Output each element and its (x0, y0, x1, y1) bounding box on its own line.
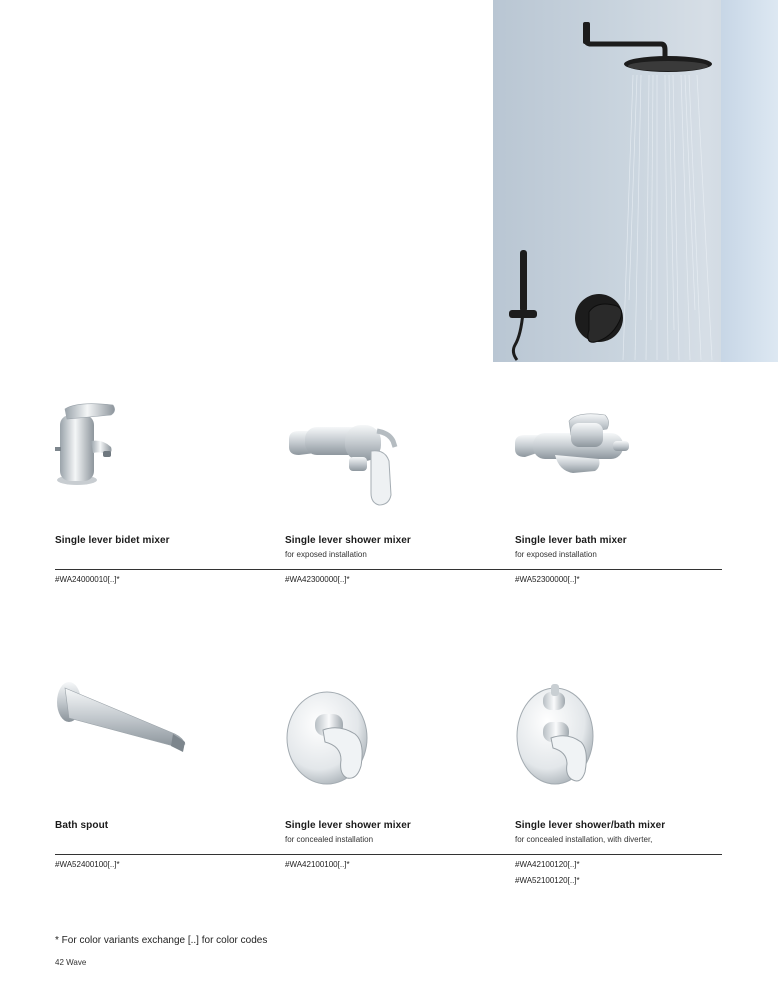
product-code: #WA52400100[..]* (55, 860, 120, 869)
exposed-shower-mixer-image (285, 395, 405, 515)
product-code: #WA24000010[..]* (55, 575, 120, 584)
shower-set-illustration (493, 0, 778, 362)
product-code: #WA42100100[..]* (285, 860, 350, 869)
product-exposed-bath-mixer (515, 395, 725, 595)
product-code: #WA42100120[..]* (515, 860, 580, 869)
product-subtitle: for concealed installation, with diverter, (515, 835, 653, 844)
product-exposed-shower-mixer (285, 395, 505, 595)
row1-divider (55, 569, 722, 570)
product-title: Single lever shower/bath mixer (515, 820, 666, 831)
product-concealed-shower-bath-mixer (515, 680, 725, 900)
product-title: Single lever shower mixer (285, 535, 411, 546)
product-bidet-mixer (55, 395, 255, 595)
product-code: #WA42300000[..]* (285, 575, 350, 584)
bidet-mixer-image (55, 395, 145, 490)
concealed-shower-mixer-image (285, 680, 375, 790)
product-code: #WA52300000[..]* (515, 575, 580, 584)
product-title: Bath spout (55, 820, 109, 831)
bath-spout-image (55, 680, 190, 755)
product-title: Single lever bath mixer (515, 535, 627, 546)
product-subtitle: for exposed installation (515, 550, 597, 559)
product-title: Single lever shower mixer (285, 820, 411, 831)
product-subtitle: for concealed installation (285, 835, 374, 844)
product-title: Single lever bidet mixer (55, 535, 170, 546)
color-variant-footnote: * For color variants exchange [..] for color codes (55, 935, 268, 946)
hero-shower-photo (493, 0, 778, 362)
product-bath-spout (55, 680, 255, 880)
exposed-bath-mixer-image (515, 395, 635, 490)
page-label: 42 Wave (55, 958, 87, 967)
product-code: #WA52100120[..]* (515, 876, 580, 885)
concealed-shower-bath-mixer-image (515, 680, 605, 790)
product-concealed-shower-mixer (285, 680, 505, 880)
product-subtitle: for exposed installation (285, 550, 367, 559)
row2-divider (55, 854, 722, 855)
